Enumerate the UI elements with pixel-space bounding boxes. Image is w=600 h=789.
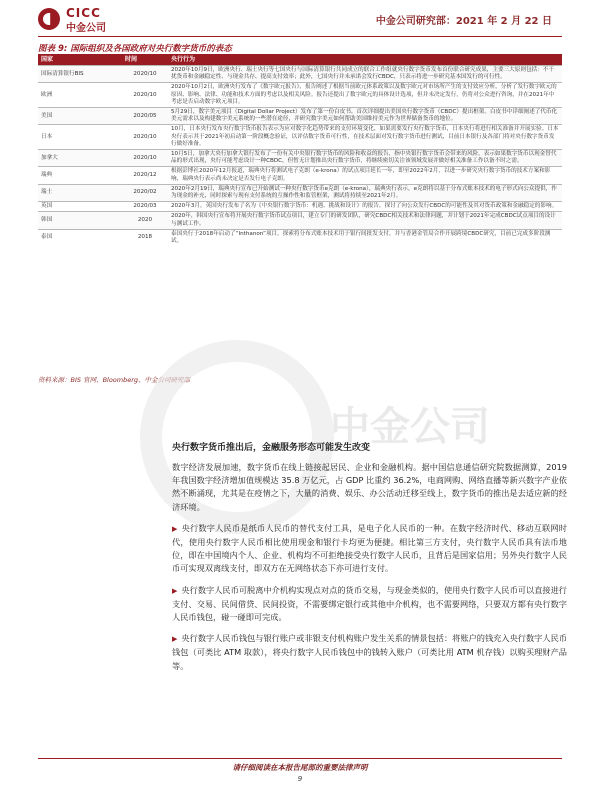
table-row	[38, 66, 562, 83]
date-cell: 2020/02	[122, 184, 168, 201]
table-row	[38, 167, 562, 184]
table-row	[38, 229, 562, 246]
action-cell: 2020年10月2日，欧洲央行发布了《数字欧元报告》，报告阐述了根据当前欧元体系政策以及数字欧元对市场所产生的支付效应分析，分析了发行数字欧元的原因、影响、法律、功能和技术方面的考虑以及相关风险。报告还提出了数字欧元的具体设计选项，但并未决定发行，仍将对公众进行咨询，并在2021年中考虑是否启动数字欧元项目。	[168, 83, 562, 108]
section-title: 央行数字货币推出后，金融服务形态可能发生改变	[172, 443, 371, 453]
action-cell: 10月5日，加拿大央行加拿大银行发布了一份有关中央银行数字货币的风险和收益的报告，指中央银行数字货币会带来的风险，表示如果数字货币以现金替代品的形式出现，央行可能考虑设计一种CBDC，但暂无计划推出央行数字货币，将继续密切关注该领域发展并做好相关准备工作以备不时之需。	[168, 150, 562, 167]
country-cell: 日本	[38, 125, 122, 150]
legal-disclaimer: 请仔细阅读在本报告尾部的重要法律声明	[232, 763, 368, 772]
country-cell: 瑞士	[38, 184, 122, 201]
table-row	[38, 184, 562, 201]
cbdc-stance-table	[38, 54, 562, 246]
table-row	[38, 83, 562, 108]
action-cell: 5月29日，数字美元项目（Digital Dollar Project）发布了第一份白皮书，首次详细提出美国央行数字货币（CBDC）提出框架。白皮书中详细阐述了代币化美元需求以及构建数字美元系统的一些潜在途径，并研究数字美元如何帮助美国维持美元作为世界储备货币的地位。	[168, 108, 562, 125]
date-cell: 2020/10	[122, 83, 168, 108]
country-cell: 欧洲	[38, 83, 122, 108]
watermark-text: 中金公司	[330, 404, 490, 450]
figure-title: 图表 9: 国际组织及各国政府对央行数字货币的表态	[38, 44, 232, 54]
triangle-bullet-icon: ▶	[172, 524, 178, 533]
action-cell: 10月，日本央行发布央行数字货币报告表示为应对数字化趋势带来的支付环境变化，如果需要发行央行数字货币，日本央行将进行相关准备并开展实验。日本央行表示其于2021年初启动第一阶段概念验证，以评估数字货币可行性，在技术层面对发行数字货币进行测试，目前日本银行及各部门将对央行数字货币发行做好准备。	[168, 125, 562, 150]
country-cell: 加拿大	[38, 150, 122, 167]
page-header	[0, 0, 600, 38]
bullet-text: 央行数字人民币可脱离中介机构实现点对点的货币交易，与现金类似的，使用央行数字人民币可以直接进行支付、交易、民间借贷、民间投资，不需要绑定银行或其他中介机构，也不需要网络，只要双方都有央行数字人民币钱包，碰一碰即可完成。	[172, 584, 567, 623]
source-note: 资料来源：BIS 官网、Bloomberg、中金公司研究部	[38, 376, 191, 384]
col-date: 时间	[122, 54, 168, 66]
action-cell: 根据彭博社2020年12月报道，瑞典央行将测试电子克朗（e-krona）的试点项目延长一年，即至2022年2月，以进一步研究央行数字货币的技术方案和影响，瑞典央行表示尚未决定是否发行电子克朗。	[168, 167, 562, 184]
page-number: 9	[297, 775, 303, 783]
action-cell: 2020年10月9日，欧洲央行、瑞士央行等七国央行与国际清算银行共同成立的联合工作组就央行数字货币发布首份联合研究成果，主要三大原则包括：不干扰货币和金融稳定性、与现金共存、提高支付效率；此外，七国央行并未承诺会发行CBDC，只表示将进一步研究基本国发行的可行性。	[168, 66, 562, 83]
col-action: 央行行为	[168, 54, 562, 66]
date-cell: 2020/05	[122, 108, 168, 125]
bullet-paragraph	[172, 632, 567, 673]
table-row	[38, 212, 562, 229]
body-section	[172, 440, 567, 681]
action-cell: 2020年3月，英国央行发布了名为《中央银行数字货币：机遇、挑战和设计》的报告，探讨了向公众发行CBDC的可能性及其对货币政策和金融稳定的影响。	[168, 202, 562, 212]
date-cell: 2020/10	[122, 150, 168, 167]
bullet-text: 央行数字人民币是纸币人民币的替代支付工具，是电子化人民币的一种。在数字经济时代、移动互联网时代，使用央行数字人民币相比使用现金和银行卡均更为便捷。相比第三方支付，央行数字人民币具有法币地位，即在中国境内个人、企业、机构均不可拒绝接受央行数字人民币，且背后是国家信用；另外央行数字人民币可实现双离线支付，即双方在无网络状态下亦可进行支付。	[172, 522, 567, 574]
triangle-bullet-icon: ▶	[172, 586, 178, 595]
logo-text-en: CICC	[66, 6, 101, 20]
cicc-logo-icon	[38, 8, 60, 30]
table-row	[38, 125, 562, 150]
cicc-logo	[38, 6, 158, 36]
country-cell: 英国	[38, 202, 122, 212]
country-cell: 韩国	[38, 212, 122, 229]
date-cell: 2020	[122, 212, 168, 229]
table-row	[38, 150, 562, 167]
report-date-line: 中金公司研究部：2021 年 2 月 22 日	[375, 16, 552, 27]
header-divider	[38, 36, 562, 37]
date-cell: 2020/03	[122, 202, 168, 212]
action-cell: 2020年，韩国央行宣布将开展央行数字货币试点项目，建立专门的研发团队，研究CBDC相关技术和法律问题，并计划于2021年完成CBDC试点项目的设计与测试工作。	[168, 212, 562, 229]
table-header-row	[38, 54, 562, 66]
country-cell: 泰国	[38, 229, 122, 246]
action-cell: 泰国央行于2018年启动了“Inthanon”项目，探索将分布式账本技术用于银行间批发支付，并与香港金管局合作开展跨境CBDC研究，目前已完成多阶段测试。	[168, 229, 562, 246]
date-cell: 2020/12	[122, 167, 168, 184]
date-cell: 2018	[122, 229, 168, 246]
logo-text-cn: 中金公司	[66, 23, 106, 34]
bullet-paragraph	[172, 522, 567, 576]
date-cell: 2020/10	[122, 66, 168, 83]
date-cell: 2020/10	[122, 125, 168, 150]
bullet-text: 央行数字人民币钱包与银行账户或非银支付机构账户发生关系的情景包括：将账户的钱充入央行数字人民币钱包（可类比 ATM 取款），将央行数字人民币钱包中的钱转入账户（可类比用 ATM 机存钱）以购买理财产品等。	[172, 633, 567, 671]
action-cell: 2020年2月19日，瑞典央行宣布已开始测试一种央行数字货币e克朗（e-krona），瑞典央行表示，e克朗将以基于分布式账本技术的电子形式向公众提供，作为现金的补充，同时探索与现有支付系统的互操作性和监管框架，测试将持续至2021年2月。	[168, 184, 562, 201]
triangle-bullet-icon: ▶	[172, 635, 178, 644]
table-row	[38, 108, 562, 125]
country-cell: 美国	[38, 108, 122, 125]
intro-paragraph: 数字经济发展加速，数字货币在线上链接起居民、企业和金融机构。据中国信息通信研究院数据测算，2019 年我国数字经济增加值规模达 35.8 万亿元，占 GDP 比重约 36.2%，电商网购、网络直播等新兴数字产业依然不断涌现，尤其是在疫情之下，大量的消费、娱乐、办公活动迁移至线上，数字货币的推出是去适应新的经济环境。	[172, 462, 567, 512]
country-cell: 国际清算银行BIS	[38, 66, 122, 83]
table-row	[38, 202, 562, 212]
bullet-paragraph	[172, 584, 567, 625]
col-country: 国家	[38, 54, 122, 66]
country-cell: 瑞典	[38, 167, 122, 184]
footer-divider	[38, 758, 562, 759]
